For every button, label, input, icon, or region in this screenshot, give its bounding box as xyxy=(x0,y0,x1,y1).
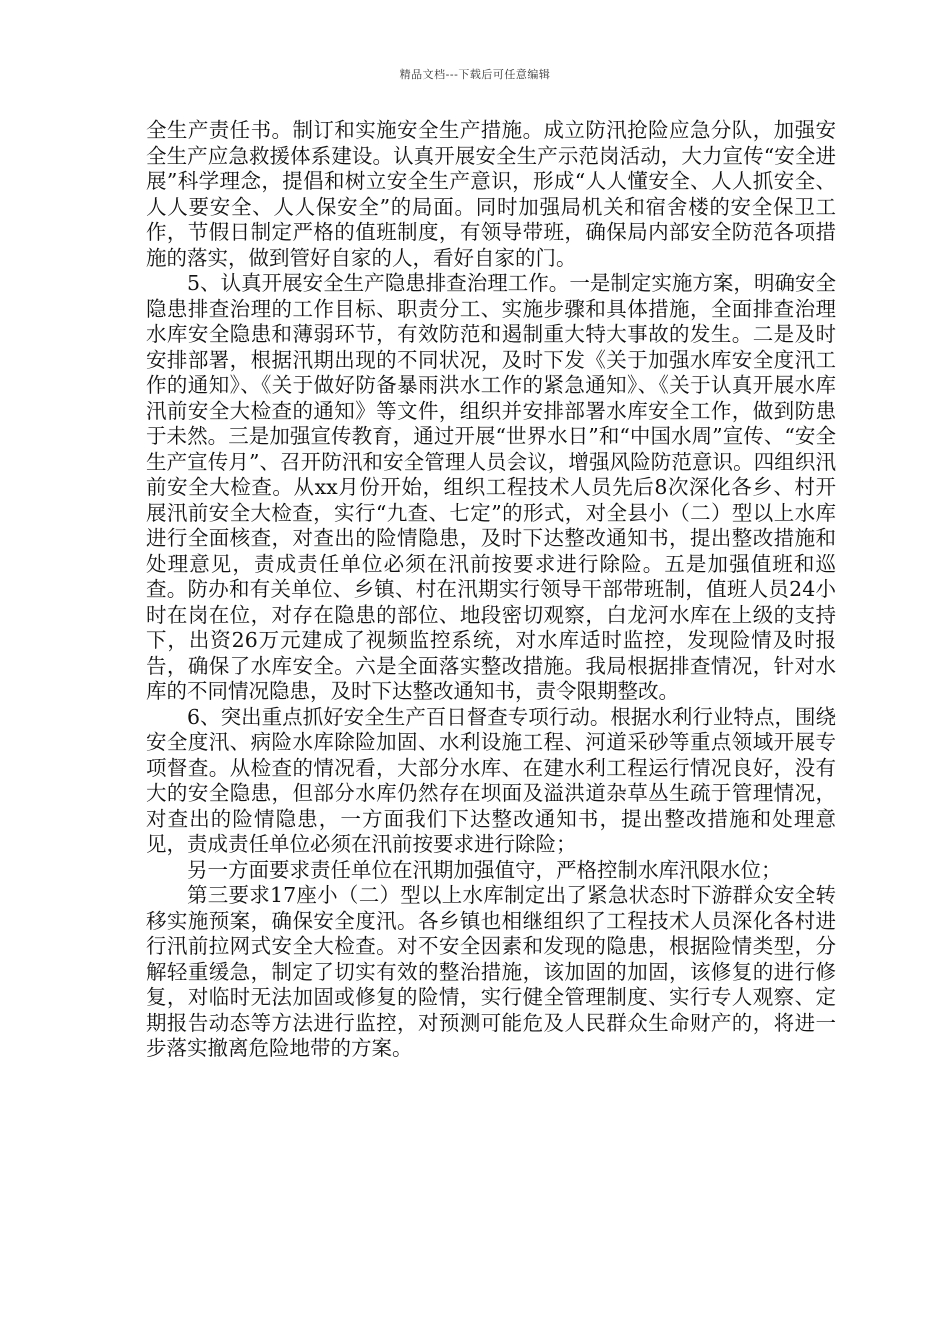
document-body xyxy=(146,118,836,1062)
paragraph-1: 全生产责任书。制订和实施安全生产措施。成立防汛抢险应急分队，加强安全生产应急救援体系建设。认真开展安全生产示范岗活动，大力宣传“安全进展”科学理念，提倡和树立安全生产意识，形成“人人懂安全、人人抓安全、人人要安全、人人保安全”的局面。同时加强局机关和宿舍楼的安全保卫工作，节假日制定严格的值班制度，有领导带班，确保局内部安全防范各项措施的落实，做到管好自家的人，看好自家的门。 xyxy=(146,118,836,270)
paragraph-4: 另一方面要求责任单位在汛期加强值守，严格控制水库汛限水位； xyxy=(187,857,782,882)
paragraph-3: 6、突出重点抓好安全生产百日督查专项行动。根据水利行业特点，围绕安全度汛、病险水库除险加固、水利设施工程、河道采砂等重点领域开展专项督查。从检查的情况看，大部分水库、在建水利工程运行情况良好，没有大的安全隐患，但部分水库仍然存在坝面及溢洪道杂草丛生疏于管理情况，对查出的险情隐患，一方面我们下达整改通知书，提出整改措施和处理意见，责成责任单位必须在汛前按要求进行除险； xyxy=(146,704,836,856)
paragraph-5: 第三要求17座小（二）型以上水库制定出了紧急状态时下游群众安全转移实施预案，确保安全度汛。各乡镇也相继组织了工程技术人员深化各村进行汛前拉网式安全大检查。对不安全因素和发现的隐患，根据险情类型，分解轻重缓急，制定了切实有效的整治措施，该加固的加固，该修复的进行修复，对临时无法加固或修复的险情，实行健全管理制度、实行专人观察、定期报告动态等方法进行监控，对预测可能危及人民群众生命财产的，将进一步落实撤离危险地带的方案。 xyxy=(146,883,836,1060)
page-header: 精品文档---下载后可任意编辑 xyxy=(399,68,551,81)
paragraph-2: 5、认真开展安全生产隐患排查治理工作。一是制定实施方案，明确安全隐患排查治理的工作目标、职责分工、实施步骤和具体措施，全面排查治理水库安全隐患和薄弱环节，有效防范和遏制重大特大事故的发生。二是及时安排部署，根据汛期出现的不同状况，及时下发《关于加强水库安全度汛工作的通知》、《关于做好防备暴雨洪水工作的紧急通知》、《关于认真开展水库汛前安全大检查的通知》等文件，组织并安排部署水库安全工作，做到防患于未然。三是加强宣传教育，通过开展“世界水日”和“中国水周”宣传、“安全生产宣传月”、召开防汛和安全管理人员会议，增强风险防范意识。四组织汛前安全大检查。从xx月份开始，组织工程技术人员先后8次深化各乡、村开展汛前安全大检查，实行“九查、七定”的形式，对全县小（二）型以上水库进行全面核查，对查出的险情隐患，及时下达整改通知书，提出整改措施和处理意见，责成责任单位必须在汛前按要求进行除险。五是加强值班和巡查。防办和有关单位、乡镇、村在汛期实行领导干部带班制，值班人员24小时在岗在位，对存在隐患的部位、地段密切观察，白龙河水库在上级的支持下，出资26万元建成了视频监控系统，对水库适时监控，发现险情及时报告，确保了水库安全。六是全面落实整改措施。我局根据排查情况，针对水库的不同情况隐患，及时下达整改通知书，责令限期整改。 xyxy=(146,271,836,703)
